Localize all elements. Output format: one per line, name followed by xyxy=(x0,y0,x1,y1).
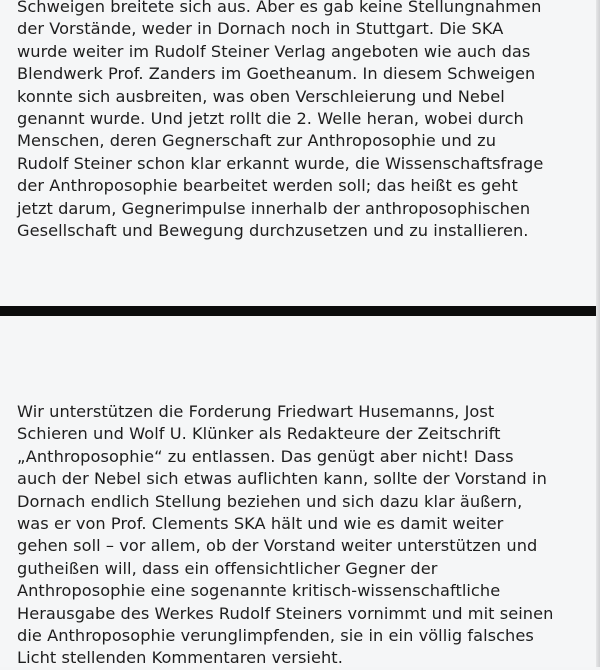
top-paragraph xyxy=(17,0,595,242)
text-line: der Vorstände, weder in Dornach noch in Stuttgart. Die SKA xyxy=(17,19,504,39)
text-line: wurde weiter im Rudolf Steiner Verlag angeboten wie auch das xyxy=(17,41,531,61)
top-document-page xyxy=(0,0,600,308)
text-line: Anthroposophie eine sogenannte kritisch-wissenschaftliche xyxy=(17,581,501,601)
text-line: was er von Prof. Clements SKA hält und wie es damit weiter xyxy=(17,513,504,533)
text-line: Wir unterstützen die Forderung Friedwart Husemanns, Jost xyxy=(17,402,495,421)
text-line: genannt wurde. Und jetzt rollt die 2. Welle heran, wobei durch xyxy=(17,108,524,128)
text-line: Herausgabe des Werkes Rudolf Steiners vornimmt und mit seinen xyxy=(17,603,554,623)
text-line: Schieren und Wolf U. Klünker als Redakteure der Zeitschrift xyxy=(17,424,501,444)
text-line: Menschen, deren Gegnerschaft zur Anthroposophie und zu xyxy=(17,131,497,151)
text-line: der Anthroposophie bearbeitet werden soll; das heißt es geht xyxy=(17,176,518,196)
text-line: die Anthroposophie verunglimpfenden, sie in ein völlig falsches xyxy=(17,625,534,645)
bottom-paragraph xyxy=(17,401,595,670)
text-line: „Anthroposophie“ zu entlassen. Das genügt aber nicht! Dass xyxy=(17,446,514,466)
text-line: Schweigen breitete sich aus. Aber es gab keine Stellungnahmen xyxy=(17,0,542,16)
text-line: Licht stellenden Kommentaren versieht. xyxy=(17,648,343,668)
text-line: konnte sich ausbreiten, was oben Verschleierung und Nebel xyxy=(17,86,505,106)
text-line: gehen soll – vor allem, ob der Vorstand weiter unterstützen und xyxy=(17,536,538,556)
text-line: Rudolf Steiner schon klar erkannt wurde, die Wissenschaftsfrage xyxy=(17,153,544,173)
text-line: jetzt darum, Gegnerimpulse innerhalb der anthroposophischen xyxy=(17,198,531,218)
text-line: Blendwerk Prof. Zanders im Goetheanum. In diesem Schweigen xyxy=(17,64,536,84)
text-line: auch der Nebel sich etwas auflichten kann, sollte der Vorstand in xyxy=(17,469,547,489)
scan-page-edge xyxy=(596,0,600,667)
text-line: Dornach endlich Stellung beziehen und sich dazu klar äußern, xyxy=(17,491,523,511)
text-line: Gesellschaft und Bewegung durchzusetzen und zu installieren. xyxy=(17,220,529,240)
text-line: gutheißen will, dass ein offensichtlicher Gegner der xyxy=(17,558,438,578)
